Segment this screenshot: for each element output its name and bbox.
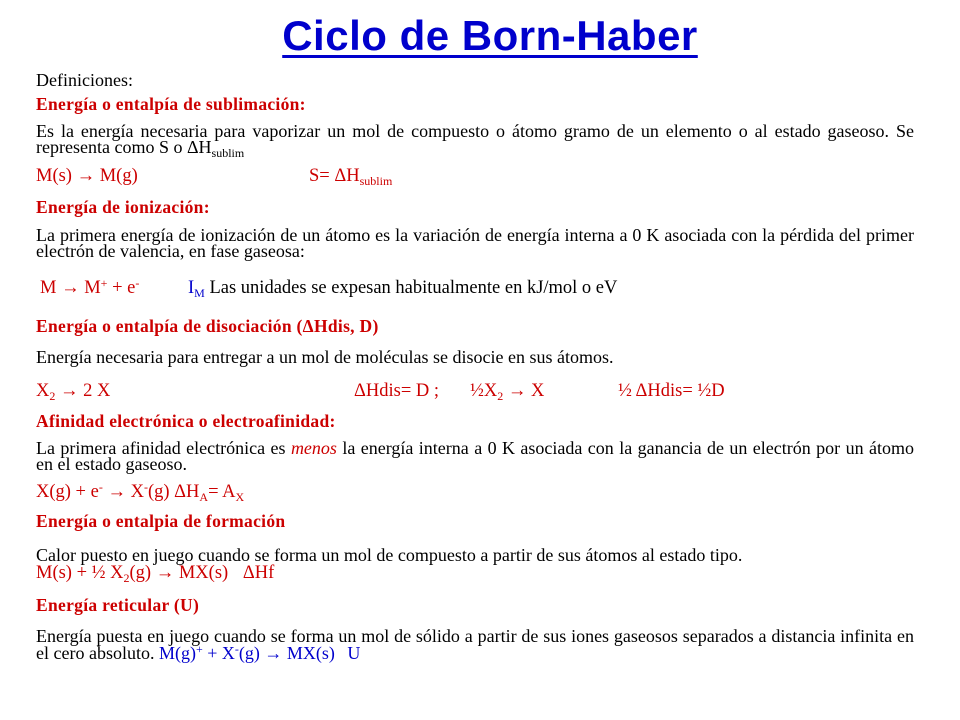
sublimation-s-equation: $S= \Delta H_{sublim}$	[309, 166, 393, 188]
affinity-text: La primera afinidad electrónica es menos la energía interna a 0 K asociada con la ganancia de un electrón por un átomo en el estado gaseoso.	[36, 438, 914, 474]
ionization-units: $I_M$ Las unidades se expesan habitualmente en kJ/mol o eV	[188, 278, 618, 300]
dissociation-heading: Energía o entalpía de disociación (ΔHdis, D)	[36, 316, 379, 336]
sublimation-equation: M(s) → M(g)	[36, 166, 138, 186]
ionization-heading: Energía de ionización:	[36, 197, 210, 217]
affinity-heading: Afinidad electrónica o electroafinidad:	[36, 411, 336, 431]
sublimation-text: Es la energía necesaria para vaporizar un mol de compuesto o átomo gramo de un elemento o al estado gaseoso. Se representa como S o $\Delta H_{sublim}$	[36, 121, 914, 160]
definitions-label: Definiciones:	[36, 70, 133, 90]
dissociation-text: Energía necesaria para entregar a un mol de moléculas se disocie en sus átomos.	[36, 347, 614, 367]
dissociation-half-equation: $\frac{1}{2}X_2 \to X$	[470, 381, 545, 403]
dissociation-half-enthalpy: ½ ΔHdis= ½D	[618, 381, 725, 401]
lattice-equation: M(g)+ + X-(g) → MX(s) U	[158, 642, 361, 663]
lattice-text: Energía puesta en juego cuando se forma un mol de sólido a partir de sus iones gaseosos separados a distancia infinita en el cero absoluto. M(g)+ + X-(g) → MX(s) U	[36, 626, 914, 663]
ionization-equation: M → M+ + e-	[40, 276, 140, 298]
dissociation-equation: $X_2 \to 2$ X	[36, 381, 111, 403]
formation-equation: M(s) + ½ $X_2(g) \to MX(s)$ ΔHf	[36, 563, 275, 585]
page-title: Ciclo de Born-Haber	[282, 12, 698, 59]
formation-heading: Energía o entalpia de formación	[36, 511, 286, 531]
lattice-heading: Energía reticular (U)	[36, 595, 200, 615]
sublimation-heading: Energía o entalpía de sublimación:	[36, 94, 306, 114]
affinity-equation: X(g) + e- → X-(g) $\Delta H_A= A_X$	[36, 480, 245, 504]
formation-text: Calor puesto en juego cuando se forma un mol de compuesto a partir de sus átomos al estado tipo.	[36, 545, 743, 565]
ionization-text: La primera energía de ionización de un átomo es la variación de energía interna a 0 K asociada con la pérdida del primer electrón de valencia, en fase gaseosa:	[36, 225, 914, 261]
dissociation-enthalpy: ΔHdis= D ;	[354, 381, 440, 401]
